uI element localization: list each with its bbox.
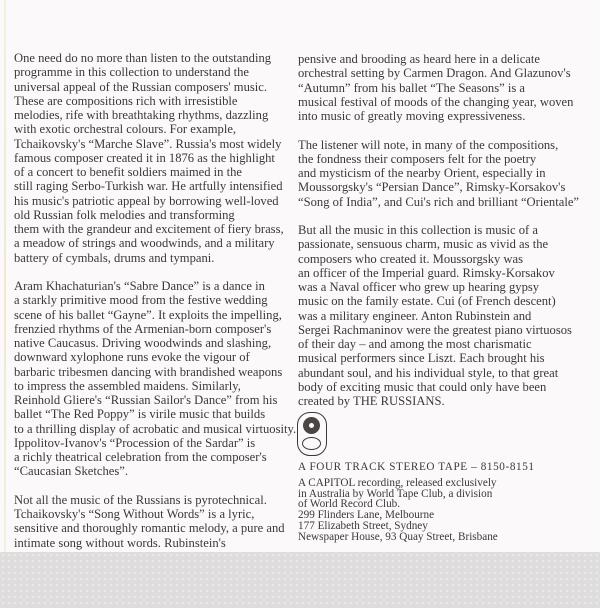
- text-line: programme in this collection to understand the: [14, 65, 250, 80]
- text-line: to a thrilling display of acrobatic and musical virtuosity.: [14, 421, 297, 436]
- scan-crop-mask: [0, 552, 600, 608]
- text-line: a starkly primitive mood from the festive wedding: [14, 293, 268, 308]
- text-line: native Caucasus. Driving woodwinds and slashing,: [14, 336, 272, 350]
- reels-icon: [302, 437, 321, 450]
- text-line: The listener will note, in many of the compositions,: [298, 137, 559, 152]
- text-line: famous composer created it in 1876 as the highlight: [14, 150, 275, 165]
- text-line: into music of greatly moving expressiveness.: [298, 109, 526, 123]
- paragraph: [298, 52, 579, 123]
- text-line: the fondness their composers felt for the poetry: [298, 151, 537, 166]
- text-line: body of exciting music that could only have been: [298, 379, 547, 394]
- text-line: pensive and brooding as heard here in a delicate: [298, 52, 540, 66]
- text-line: Tchaikovsky's “Song Without Words” is a lyric,: [14, 507, 255, 521]
- paragraph: [14, 51, 296, 265]
- text-line: These are compositions rich with irresistible: [14, 93, 238, 108]
- credit-line: 299 Flinders Lane, Melbourne: [298, 509, 435, 522]
- text-line: his music's patriotic appeal by borrowing well-loved: [14, 193, 279, 208]
- text-line: was a military engineer. Anton Rubinstein and: [298, 308, 532, 323]
- text-line: a meadow of strings and woodwinds, and a military: [14, 236, 275, 251]
- credit-line: in Australia by World Tape Club, a division: [298, 487, 493, 500]
- credit-line: A CAPITOL recording, released exclusively: [298, 477, 497, 489]
- text-line: musical performers since Liszt. Each brought his: [298, 351, 545, 366]
- credit-line: Newspaper House, 93 Quay Street, Brisbane: [298, 530, 498, 543]
- text-line: Moussorgsky's “Persian Dance”, Rimsky-Korsakov's: [298, 180, 566, 195]
- text-line: to impress the assembled maidens. Similarly,: [14, 378, 241, 393]
- left-column: [14, 51, 296, 564]
- text-line: ballet “The Red Poppy” is virile music that builds: [14, 407, 266, 422]
- text-line: old Russian folk melodies and transforming: [14, 207, 235, 222]
- text-line: universal appeal of the Russian composers' music.: [14, 79, 268, 94]
- credit-line: 177 Elizabeth Street, Sydney: [298, 519, 428, 532]
- text-line: them with the grandeur and excitement of fiery brass,: [14, 222, 284, 236]
- paper-fold-line: [4, 0, 6, 608]
- text-line: intimate song without words. Rubinstein's: [14, 535, 226, 550]
- text-line: battery of cymbals, drums and tympani.: [14, 250, 215, 265]
- text-line: sensitive and thoroughly romantic melody, a pure and: [14, 521, 285, 536]
- credit-line: of World Record Club.: [298, 498, 401, 511]
- paragraph: [14, 493, 296, 550]
- text-line: a richly theatrical celebration from the composer's: [14, 450, 267, 464]
- text-line: But all the music in this collection is music of a: [298, 223, 538, 237]
- text-line: One need do no more than listen to the outstanding: [14, 51, 272, 65]
- text-line: and mysticism of the nearby Orient, especially in: [298, 166, 546, 180]
- text-line: scene of his ballet “Gayne”. It exploits the impelling,: [14, 307, 282, 322]
- paragraph: [298, 138, 579, 209]
- tape-reel-logo-icon: [297, 412, 327, 456]
- text-line: “Caucasian Sketches”.: [14, 464, 128, 479]
- text-line: downward xylophone runs evoke the vigour of: [14, 350, 250, 365]
- text-line: Reinhold Gliere's “Russian Sailor's Dance” from his: [14, 393, 278, 407]
- paragraph: [14, 279, 296, 479]
- text-line: was a Naval officer who grew up hearing gypsy: [298, 280, 540, 294]
- text-line: of a concert to benefit soldiers maimed in the: [14, 165, 243, 179]
- credits-block: [298, 478, 498, 542]
- text-line: composers who created it. Moussorgsky was: [298, 251, 524, 266]
- text-line: created by THE RUSSIANS.: [298, 394, 445, 408]
- text-line: an officer of the Imperial guard. Rimsky-Korsakov: [298, 265, 555, 280]
- text-line: orchestral setting by Carmen Dragon. And Glazunov's: [298, 66, 571, 81]
- text-line: with exotic orchestral colours. For example,: [14, 122, 237, 137]
- text-line: frenzied rhythms of the Armenian-born composer's: [14, 321, 272, 336]
- text-line: music on the family estate. Cui (of French descent): [298, 294, 556, 309]
- text-line: “Song of India”, and Cui's rich and brilliant “Orientale”: [298, 194, 579, 209]
- text-line: barbaric tribesmen dancing with brandished weapons: [14, 364, 283, 379]
- text-line: “Autumn” from his ballet “The Seasons” is a: [298, 80, 525, 95]
- text-line: Tchaikovsky's “Marche Slave”. Russia's most widely: [14, 136, 282, 151]
- right-column: [298, 52, 579, 423]
- paragraph: [298, 223, 579, 408]
- text-line: abundant soul, and his individual style, to that great: [298, 365, 559, 380]
- text-line: of their day – and among the most charismatic: [298, 337, 532, 351]
- text-line: passionate, sensuous charm, music as vivid as the: [298, 237, 549, 252]
- disc-icon: [303, 417, 320, 434]
- text-line: Not all the music of the Russians is pyrotechnical.: [14, 492, 267, 507]
- tape-title: A FOUR TRACK STEREO TAPE – 8150-8151: [298, 461, 535, 473]
- text-line: Sergei Rachmaninov were the greatest piano virtuosos: [298, 322, 572, 337]
- text-line: Ippolitov-Ivanov's “Procession of the Sardar” is: [14, 435, 256, 450]
- text-line: musical festival of moods of the changing year, woven: [298, 94, 574, 109]
- text-line: melodies, rife with breathtaking rhythms, dazzling: [14, 108, 269, 122]
- text-line: Aram Khachaturian's “Sabre Dance” is a dance in: [14, 279, 265, 293]
- text-line: still raging Serbo-Turkish war. He artfully intensified: [14, 179, 283, 194]
